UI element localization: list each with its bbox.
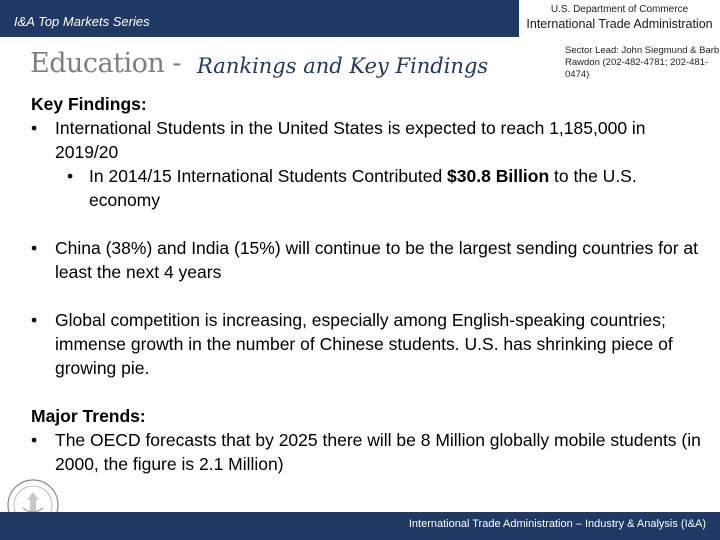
finding-text-2: China (38%) and India (15%) will continue to be the largest sending countries for at least the next 4 years <box>55 238 699 282</box>
sub-text-bold: $30.8 Billion <box>447 166 550 186</box>
agency-box <box>519 0 720 37</box>
slide-subtitle: Rankings and Key Findings <box>197 54 489 78</box>
sector-lead: Sector Lead: John Siegmund & Barb Rawdon (202-482-4781; 202-481-0474) <box>565 45 720 80</box>
bullet-dot: • <box>31 430 38 450</box>
sub-text-post: to the U.S. economy <box>89 166 637 210</box>
finding-bullet-3 <box>31 308 701 380</box>
series-label: I&A Top Markets Series <box>14 14 150 29</box>
finding-text-1: International Students in the United States is expected to reach 1,185,000 in 2019/20 <box>55 118 646 162</box>
bullet-dot: • <box>31 238 38 258</box>
finding-text-3: Global competition is increasing, especially among English-speaking countries; immense growth in the number of Chinese students. U.S. has shrinking piece of growing pie. <box>55 310 673 378</box>
footer-text: International Trade Administration – Industry & Analysis (I&A) <box>408 518 706 530</box>
bullet-dot: • <box>67 166 74 186</box>
finding-sub-bullet <box>31 164 701 212</box>
finding-bullet-1 <box>31 116 701 164</box>
trend-text-1: The OECD forecasts that by 2025 there will be 8 Million globally mobile students (in 2000, the figure is 2.1 Million) <box>55 430 701 474</box>
major-trends-heading: Major Trends: <box>31 406 146 426</box>
bullet-dot: • <box>31 118 38 138</box>
sub-text-pre: In 2014/15 International Students Contributed <box>89 166 448 186</box>
bullet-dot: • <box>31 310 38 330</box>
department-label: U.S. Department of Commerce <box>550 4 689 15</box>
trend-bullet-1 <box>31 428 701 476</box>
agency-label: International Trade Administration <box>526 17 713 31</box>
slide-content <box>31 92 701 476</box>
key-findings-heading: Key Findings: <box>31 94 147 114</box>
slide-title: Education - <box>30 48 181 79</box>
finding-bullet-2 <box>31 236 701 284</box>
